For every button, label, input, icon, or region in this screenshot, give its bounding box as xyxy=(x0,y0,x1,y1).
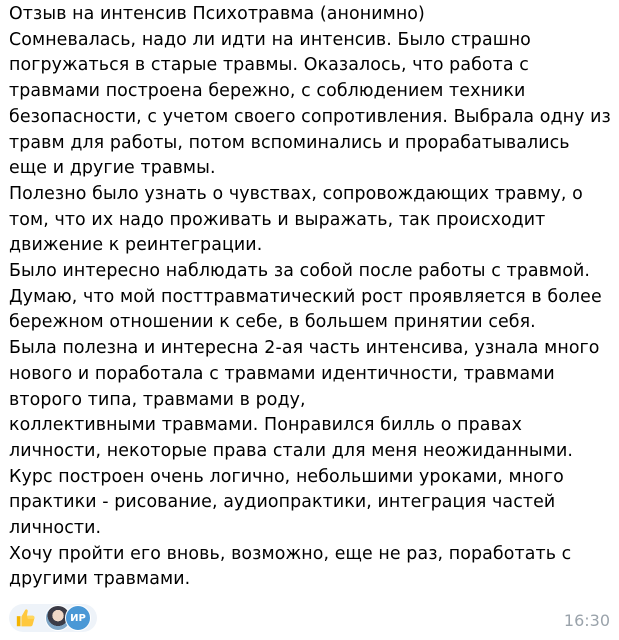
thumbs-up-reaction[interactable] xyxy=(9,604,97,632)
message-line: погружаться в старые травмы. Оказалось, что работа с xyxy=(9,55,529,76)
message-line: еще и другие травмы. xyxy=(9,158,216,179)
message-timestamp: 16:30 xyxy=(563,611,610,630)
message-line: второго типа, травмами в роду, xyxy=(9,389,306,410)
message-line: практики - рисование, аудиопрактики, интеграция частей xyxy=(9,492,556,513)
message-line: Была полезна и интересна 2-ая часть интенсива, узнала много xyxy=(9,338,600,359)
message-line: Полезно было узнать о чувствах, сопровождающих травму, о xyxy=(9,183,583,204)
user-initials-avatar[interactable] xyxy=(65,605,91,631)
message-line: безопасности, с учетом своего сопротивления. Выбрала одну из xyxy=(9,106,611,127)
message-line: другими травмами. xyxy=(9,569,191,590)
avatar-initials-text: ИР xyxy=(70,612,86,624)
message-line: Было интересно наблюдать за собой после работы с травмой. xyxy=(9,261,591,282)
message-line: Думаю, что мой посттравматический рост проявляется в более xyxy=(9,286,602,307)
message-line: личности. xyxy=(9,518,102,539)
message-line: нового и поработала с травмами идентичности, травмами xyxy=(9,363,555,384)
thumbs-up-icon xyxy=(15,607,37,629)
message-line: Сомневалась, надо ли идти на интенсив. Было страшно xyxy=(9,29,531,50)
reactions-bar xyxy=(9,604,97,632)
message-line: личности, некоторые права стали для меня неожиданными. xyxy=(9,440,574,461)
message-line: том, что их надо проживать и выражать, так происходит xyxy=(9,209,546,230)
message-line: Хочу пройти его вновь, возможно, еще не раз, поработать с xyxy=(9,543,572,564)
message-line: коллективными травмами. Понравился билль о правах xyxy=(9,415,523,436)
message-line: травмами построена бережно, с соблюдением техники xyxy=(9,81,526,102)
message-line: Отзыв на интенсив Психотравма (анонимно) xyxy=(9,4,425,24)
message-line: движение к реинтеграции. xyxy=(9,235,263,256)
message-line: травм для работы, потом вспоминались и прорабатывались xyxy=(9,132,570,153)
message-text xyxy=(9,2,609,593)
message-line: Курс построен очень логично, небольшими уроками, много xyxy=(9,466,564,487)
message-line: бережном отношении к себе, в большем принятии себя. xyxy=(9,312,536,333)
